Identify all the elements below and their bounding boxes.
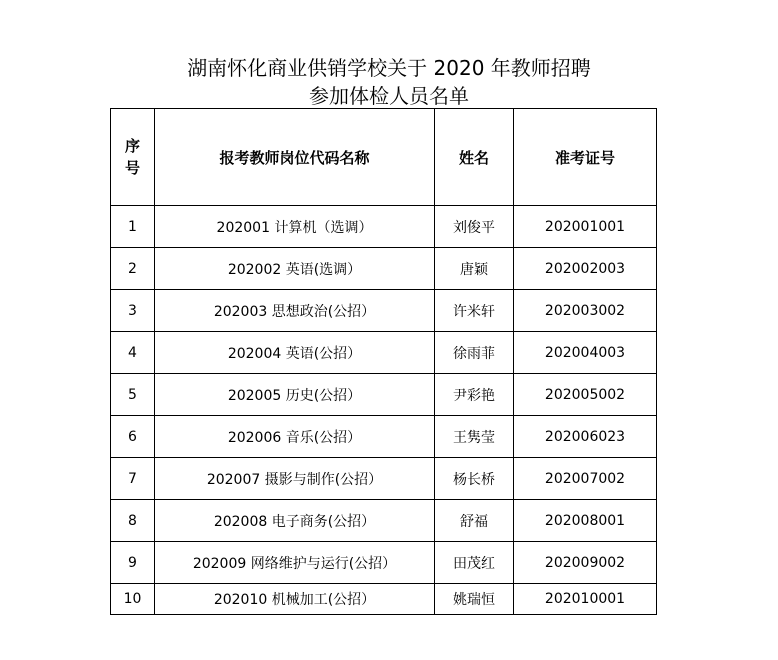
- header-name: 姓名: [435, 109, 514, 206]
- cell-exam-id: 202004003: [514, 332, 657, 374]
- cell-position: 202001 计算机（选调）: [155, 206, 435, 248]
- table-row: [111, 374, 657, 416]
- table-row: [111, 206, 657, 248]
- cell-position: 202009 网络维护与运行(公招）: [155, 542, 435, 584]
- cell-name: 许米轩: [435, 290, 514, 332]
- cell-serial-number: 5: [111, 374, 155, 416]
- cell-name: 杨长桥: [435, 458, 514, 500]
- cell-name: 田茂红: [435, 542, 514, 584]
- cell-serial-number: 2: [111, 248, 155, 290]
- table-row: [111, 458, 657, 500]
- cell-serial-number: 1: [111, 206, 155, 248]
- cell-exam-id: 202007002: [514, 458, 657, 500]
- cell-position: 202008 电子商务(公招）: [155, 500, 435, 542]
- candidate-table: [110, 108, 657, 615]
- header-serial-number: [111, 109, 155, 206]
- cell-exam-id: 202008001: [514, 500, 657, 542]
- cell-position: 202007 摄影与制作(公招）: [155, 458, 435, 500]
- cell-name: 刘俊平: [435, 206, 514, 248]
- cell-exam-id: 202001001: [514, 206, 657, 248]
- cell-exam-id: 202002003: [514, 248, 657, 290]
- cell-position: 202004 英语(公招）: [155, 332, 435, 374]
- table-header-row: [111, 109, 657, 206]
- cell-position: 202005 历史(公招）: [155, 374, 435, 416]
- cell-serial-number: 8: [111, 500, 155, 542]
- cell-serial-number: 10: [111, 584, 155, 615]
- table-row: [111, 332, 657, 374]
- table-row: [111, 500, 657, 542]
- table-row: [111, 542, 657, 584]
- cell-position: 202010 机械加工(公招）: [155, 584, 435, 615]
- table-row: [111, 584, 657, 615]
- cell-exam-id: 202006023: [514, 416, 657, 458]
- cell-serial-number: 4: [111, 332, 155, 374]
- cell-position: 202002 英语(选调）: [155, 248, 435, 290]
- header-serial-bottom: 号: [124, 159, 140, 177]
- table-row: [111, 248, 657, 290]
- document-title-line-2: 参加体检人员名单: [309, 84, 469, 108]
- cell-name: 王隽莹: [435, 416, 514, 458]
- cell-name: 姚瑞恒: [435, 584, 514, 615]
- cell-serial-number: 9: [111, 542, 155, 584]
- cell-name: 唐颖: [435, 248, 514, 290]
- document-title-line-1: 湖南怀化商业供销学校关于 2020 年教师招聘: [187, 56, 591, 80]
- cell-serial-number: 3: [111, 290, 155, 332]
- cell-exam-id: 202003002: [514, 290, 657, 332]
- cell-exam-id: 202010001: [514, 584, 657, 615]
- cell-name: 尹彩艳: [435, 374, 514, 416]
- header-position: 报考教师岗位代码名称: [155, 109, 435, 206]
- table-row: [111, 290, 657, 332]
- cell-serial-number: 6: [111, 416, 155, 458]
- cell-name: 徐雨菲: [435, 332, 514, 374]
- cell-exam-id: 202009002: [514, 542, 657, 584]
- cell-exam-id: 202005002: [514, 374, 657, 416]
- header-exam-id: 准考证号: [514, 109, 657, 206]
- cell-serial-number: 7: [111, 458, 155, 500]
- table-row: [111, 416, 657, 458]
- cell-position: 202003 思想政治(公招）: [155, 290, 435, 332]
- cell-position: 202006 音乐(公招）: [155, 416, 435, 458]
- header-serial-top: 序: [124, 137, 140, 155]
- cell-name: 舒福: [435, 500, 514, 542]
